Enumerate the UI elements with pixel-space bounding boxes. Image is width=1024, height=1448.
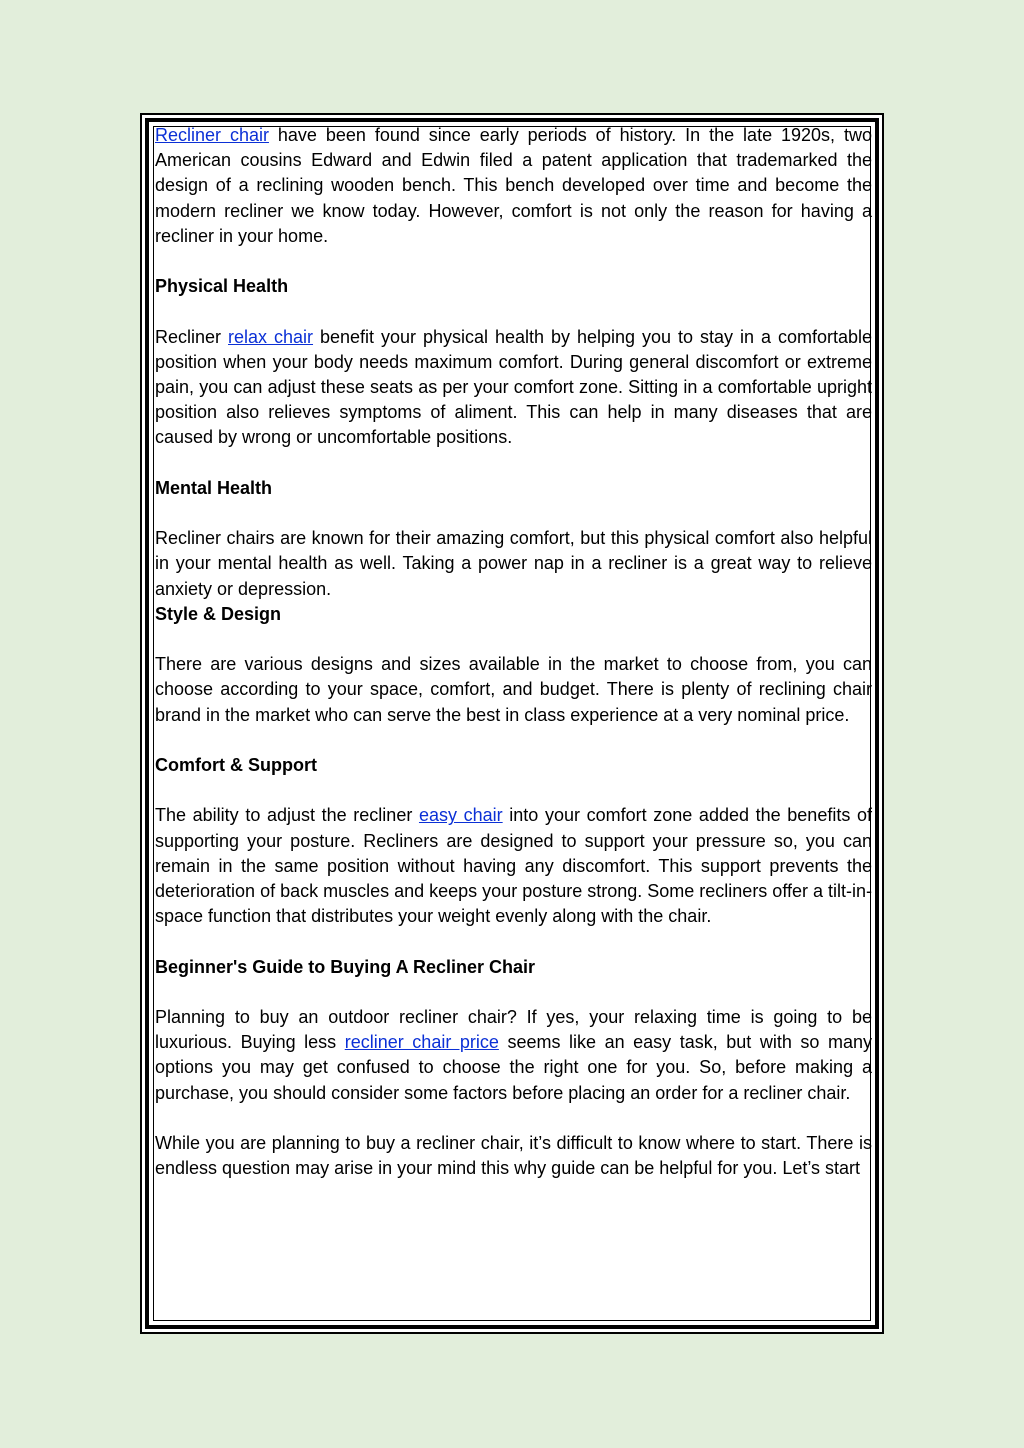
intro-text: have been found since early periods of history. In the late 1920s, two American cousins Edward and Edwin filed a patent application that trademarked the design of a reclining wooden bench. This bench developed over time and become the modern recliner we know today. However, comfort is not only the reason for having a recliner in your home. xyxy=(155,125,872,246)
recliner-chair-price-link[interactable]: recliner chair price xyxy=(344,1032,499,1053)
style-design-paragraph: There are various designs and sizes available in the market to choose from, you can choose according to your space, comfort, and budget. There is plenty of reclining chair brand in the market who can serve the best in class experience at a very nominal price. xyxy=(155,654,872,725)
guide-text-before: Planning to buy an outdoor recliner chair? If yes, your relaxing time is going to be luxurious. Buying less xyxy=(155,1006,872,1053)
physical-text-before: Recliner xyxy=(155,326,228,347)
physical-health-paragraph xyxy=(155,325,872,451)
intro-paragraph xyxy=(155,123,872,249)
recliner-chair-link[interactable]: Recliner chair xyxy=(155,125,269,145)
comfort-support-heading: Comfort & Support xyxy=(155,754,317,775)
comfort-support-paragraph xyxy=(155,803,872,929)
buying-guide-paragraph xyxy=(155,1005,872,1106)
document-body xyxy=(155,123,872,1181)
guide-text-after: seems like an easy task, but with so many options you may get confused to choose the right one for you. So, before making a purchase, you should consider some factors before placing an order for a recliner chair. xyxy=(155,1032,872,1103)
comfort-text-after: into your comfort zone added the benefits of supporting your posture. Recliners are designed to support your pressure so, you can remain in the same position without having any discomfort. This support prevents the deterioration of back muscles and keeps your posture strong. Some recliners offer a tilt-in-space function that distributes your weight evenly along with the chair. xyxy=(155,805,873,927)
relax-chair-link[interactable]: relax chair xyxy=(228,326,314,347)
closing-paragraph: While you are planning to buy a recliner chair, it’s difficult to know where to start. There is endless question may arise in your mind this why guide can be helpful for you. Let’s start xyxy=(155,1132,872,1179)
easy-chair-link[interactable]: easy chair xyxy=(418,805,503,826)
buying-guide-heading: Beginner's Guide to Buying A Recliner Chair xyxy=(155,956,536,977)
mental-health-paragraph: Recliner chairs are known for their amazing comfort, but this physical comfort also helpful in your mental health as well. Taking a power nap in a recliner is a great way to relieve anxiety or depression. xyxy=(155,528,872,599)
physical-health-heading: Physical Health xyxy=(155,276,289,297)
style-design-heading: Style & Design xyxy=(155,603,282,624)
comfort-text-before: The ability to adjust the recliner xyxy=(155,805,419,826)
mental-health-heading: Mental Health xyxy=(155,477,273,498)
physical-text-after: benefit your physical health by helping you to stay in a comfortable position when your body needs maximum comfort. During general discomfort or extreme pain, you can adjust these seats as per your comfort zone. Sitting in a comfortable upright position also relieves symptoms of aliment. This can help in many diseases that are caused by wrong or uncomfortable positions. xyxy=(155,326,872,448)
